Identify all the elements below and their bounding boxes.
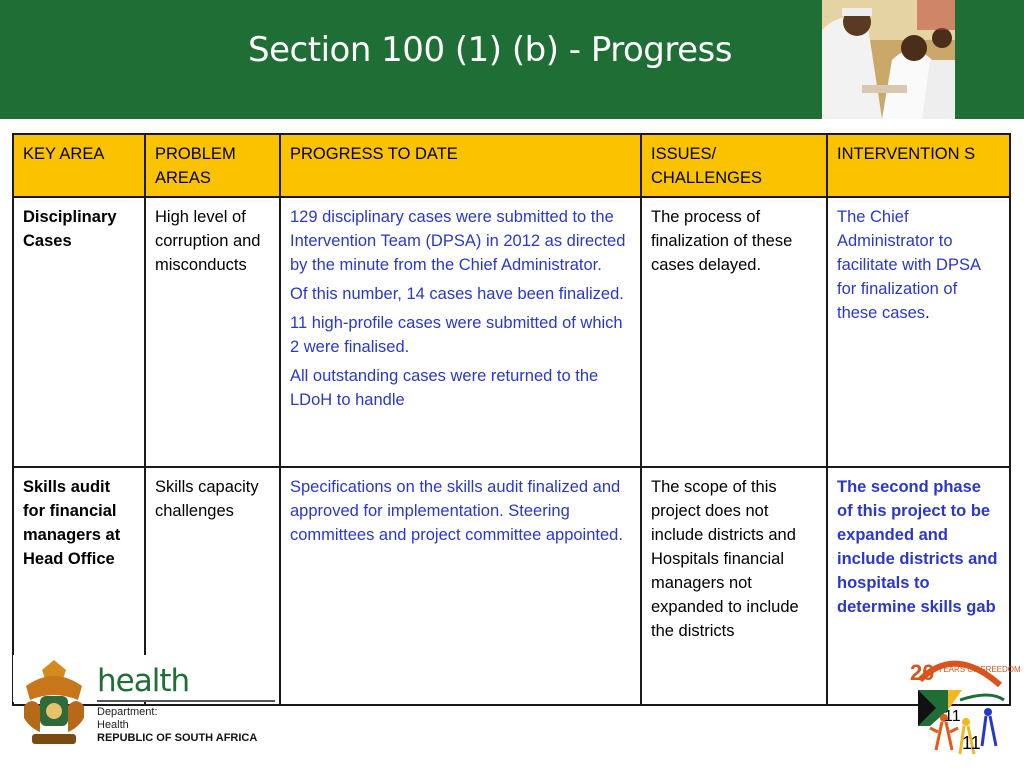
progress-paragraph: 11 high-profile cases were submitted of which 2 were finalised. <box>290 314 623 356</box>
progress-paragraph: Specifications on the skills audit finalized and approved for implementation. Steering committees and project committee appointed. <box>290 478 623 544</box>
slide-title: Section 100 (1) (b) - Progress <box>248 30 732 70</box>
issues-cell: The scope of this project does not include districts and Hospitals financial managers not expanded to include the districts <box>641 467 827 705</box>
col-header-problem-areas: PROBLEM AREAS <box>145 134 280 197</box>
key-area-cell: Disciplinary Cases <box>13 197 145 467</box>
badge-text: YEARS OF FREEDOM <box>938 665 1021 674</box>
col-header-key-area: KEY AREA <box>13 134 145 197</box>
health-logo-text: health <box>97 663 190 699</box>
logo-divider <box>97 700 275 702</box>
page-number-shadow: 11 <box>962 733 981 753</box>
progress-table <box>12 133 1011 706</box>
page-number: 11 <box>944 708 961 725</box>
coat-of-arms-logo <box>18 656 90 752</box>
table-header-row <box>13 134 1010 197</box>
issues-cell: The process of finalization of these cases delayed. <box>641 197 827 467</box>
country-label: REPUBLIC OF SOUTH AFRICA <box>97 732 258 744</box>
title-bar <box>0 0 1024 119</box>
table-row <box>13 197 1010 467</box>
key-area-cell: Skills audit for financial managers at Head Office <box>13 467 145 705</box>
interventions-cell: The second phase of this project to be expanded and include districts and hospitals to determine skills gab <box>827 467 1010 705</box>
interventions-cell <box>827 197 1010 467</box>
problem-cell: High level of corruption and misconducts <box>145 197 280 467</box>
col-header-progress: PROGRESS TO DATE <box>280 134 641 197</box>
problem-cell: Skills capacity challenges <box>145 467 280 705</box>
col-header-issues: ISSUES/ CHALLENGES <box>641 134 827 197</box>
interventions-suffix: . <box>925 304 930 322</box>
progress-paragraph: Of this number, 14 cases have been finalized. <box>290 285 624 303</box>
department-line: Department: <box>97 706 158 718</box>
department-name: Health <box>97 719 129 731</box>
progress-cell <box>280 197 641 467</box>
col-header-interventions: INTERVENTION S <box>827 134 1010 197</box>
progress-cell <box>280 467 641 705</box>
progress-paragraph: All outstanding cases were returned to the LDoH to handle <box>290 367 599 409</box>
svg-text:20: 20 <box>910 660 935 685</box>
interventions-text: The Chief Administrator to facilitate with DPSA for finalization of these cases <box>837 208 981 322</box>
progress-paragraph: 129 disciplinary cases were submitted to the Intervention Team (DPSA) in 2012 as directed by the minute from the Chief Administrator. <box>290 208 626 274</box>
twenty-years-freedom-logo <box>900 650 1021 762</box>
header-photo <box>822 0 955 119</box>
department-label <box>97 706 158 732</box>
